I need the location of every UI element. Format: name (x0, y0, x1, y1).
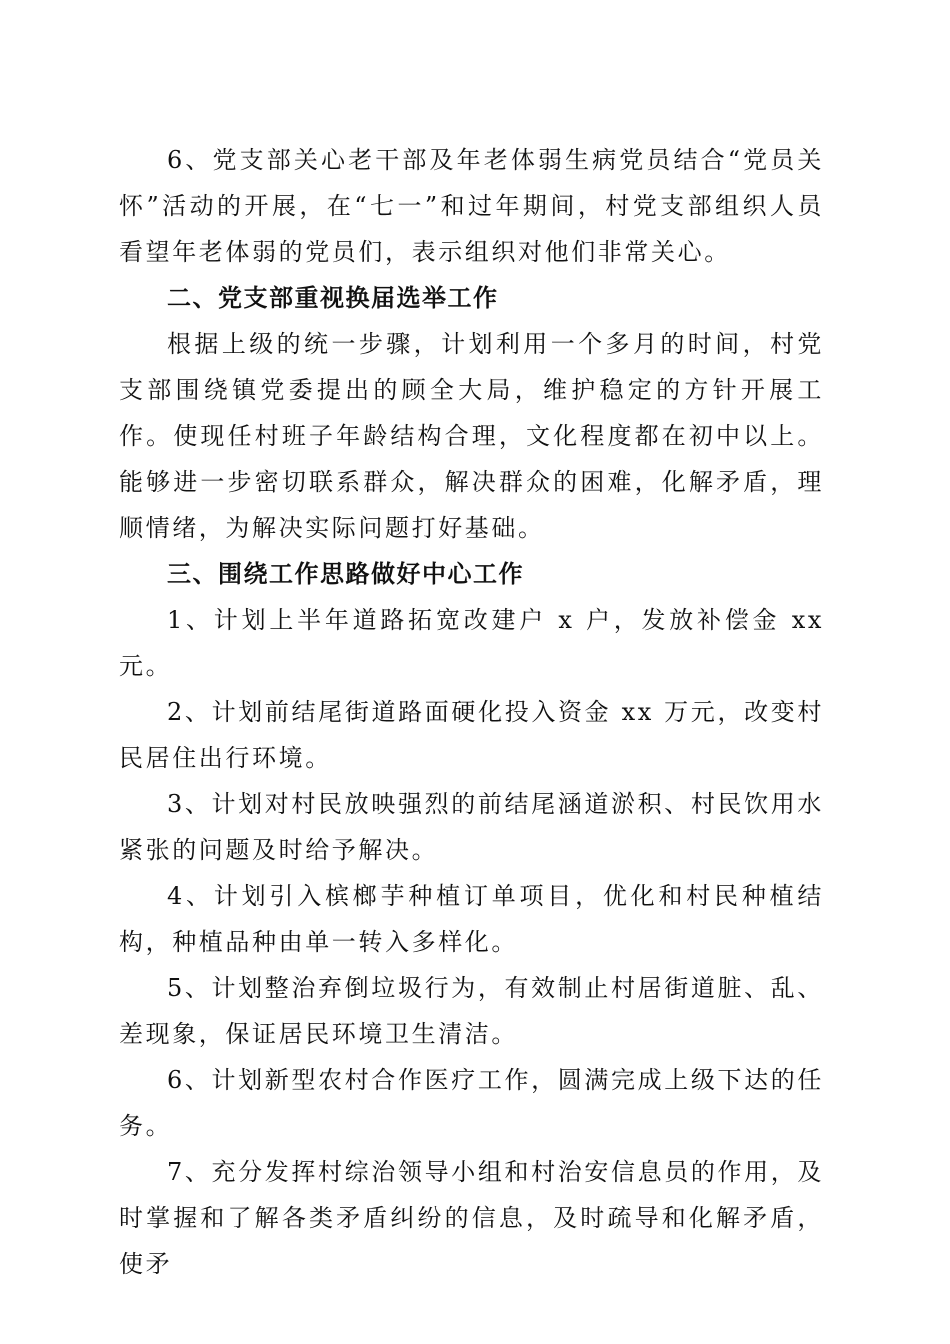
list-item-taro-planting: 4、计划引入槟榔芋种植订单项目，优化和村民种植结构，种植品种由单一转入多样化。 (119, 882, 824, 956)
list-item-security: 7、充分发挥村综治领导小组和村治安信息员的作用，及时掌握和了解各类矛盾纠纷的信息，及时疏导和化解矛盾，使矛 (119, 1158, 824, 1278)
document-page (119, 137, 824, 1287)
paragraph-party-care: 6、党支部关心老干部及年老体弱生病党员结合“党员关怀”活动的开展，在“七一”和过年期间，村党支部组织人员看望年老体弱的党员们，表示组织对他们非常关心。 (119, 146, 824, 266)
list-item-medical: 6、计划新型农村合作医疗工作，圆满完成上级下达的任务。 (119, 1066, 824, 1140)
list-item-culvert-water: 3、计划对村民放映强烈的前结尾涵道淤积、村民饮用水紧张的问题及时给予解决。 (119, 790, 824, 864)
paragraph-election: 根据上级的统一步骤，计划利用一个多月的时间，村党支部围绕镇党委提出的顾全大局，维护稳定的方针开展工作。使现任村班子年龄结构合理，文化程度都在初中以上。能够进一步密切联系群众，解决群众的困难，化解矛盾，理顺情绪，为解决实际问题打好基础。 (119, 330, 824, 542)
list-item-road-widening: 1、计划上半年道路拓宽改建户 x 户，发放补偿金 xx 元。 (119, 606, 824, 680)
list-item-garbage: 5、计划整治弃倒垃圾行为，有效制止村居街道脏、乱、差现象，保证居民环境卫生清洁。 (119, 974, 824, 1048)
section-heading-election: 二、党支部重视换届选举工作 (167, 284, 499, 312)
section-heading-central-work: 三、围绕工作思路做好中心工作 (167, 560, 524, 588)
list-item-road-hardening: 2、计划前结尾街道路面硬化投入资金 xx 万元，改变村民居住出行环境。 (119, 698, 824, 772)
